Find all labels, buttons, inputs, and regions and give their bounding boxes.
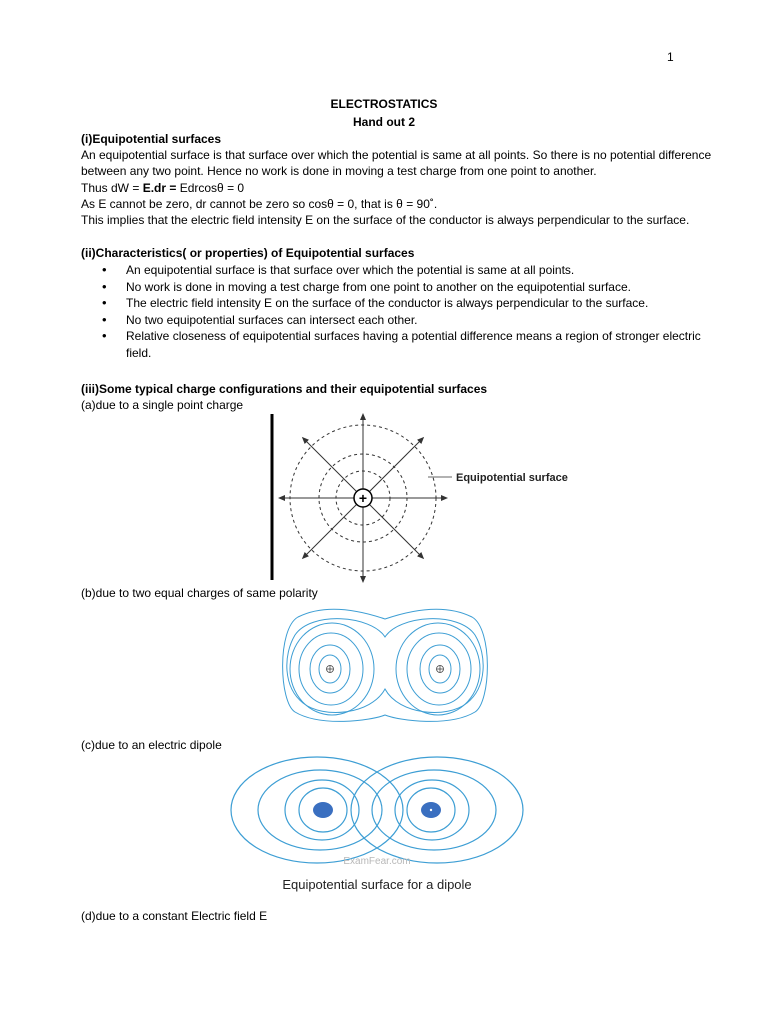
subheading-dipole: (c)due to an electric dipole (81, 738, 222, 752)
formula-suffix: Edrcosθ = 0 (176, 181, 245, 195)
subheading-two-charges: (b)due to two equal charges of same polarity (81, 586, 318, 600)
paragraph-implication: This implies that the electric field intensity E on the surface of the conductor is always perpendicular to the surface. (81, 213, 690, 227)
list-item: • Relative closeness of equipotential surfaces having a potential difference means a region of stronger electric field. (102, 328, 711, 361)
document-title: ELECTROSTATICS (330, 97, 438, 111)
second-equipotential-curve (287, 619, 483, 713)
formula-prefix: Thus dW = (81, 181, 143, 195)
paragraph-line-2: between any two point. Hence no work is done in moving a test charge from one point to another. (81, 164, 597, 178)
two-charges-figure (275, 605, 495, 732)
formula-vector: E.dr = (142, 181, 177, 195)
list-item: • No work is done in moving a test charge from one point to another on the equipotential surface. (102, 279, 711, 296)
section-heading-characteristics: (ii)Characteristics( or properties) of Equipotential surfaces (81, 246, 415, 260)
paragraph-line-1: An equipotential surface is that surface over which the potential is same at all points. So there is no potential difference (81, 148, 712, 162)
subheading-single-charge: (a)due to a single point charge (81, 398, 244, 412)
equipotential-surface-label: Equipotential surface (456, 472, 568, 484)
work-formula (81, 180, 244, 196)
section-heading-equipotential: (i)Equipotential surfaces (81, 132, 222, 146)
list-item: • No two equipotential surfaces can intersect each other. (102, 312, 711, 329)
section-heading-configurations: (iii)Some typical charge configurations and their equipotential surfaces (81, 382, 488, 396)
list-item: • The electric field intensity E on the surface of the conductor is always perpendicular to the surface. (102, 295, 711, 312)
dipole-caption: Equipotential surface for a dipole (282, 877, 472, 892)
document-subtitle: Hand out 2 (353, 115, 415, 129)
paragraph-condition: As E cannot be zero, dr cannot be zero so cosθ = 0, that is θ = 90˚. (81, 197, 438, 211)
dipole-figure (225, 755, 530, 897)
negative-charge-icon (313, 802, 333, 818)
page-number: 1 (667, 50, 674, 64)
subheading-constant-field: (d)due to a constant Electric field E (81, 909, 268, 923)
characteristics-list (102, 262, 711, 361)
outer-equipotential-curve (283, 609, 488, 721)
single-charge-figure (260, 408, 580, 583)
watermark-text: ExamFear.com (343, 856, 411, 867)
list-item: • An equipotential surface is that surface over which the potential is same at all points. (102, 262, 711, 279)
charge-symbol: + (358, 490, 368, 506)
